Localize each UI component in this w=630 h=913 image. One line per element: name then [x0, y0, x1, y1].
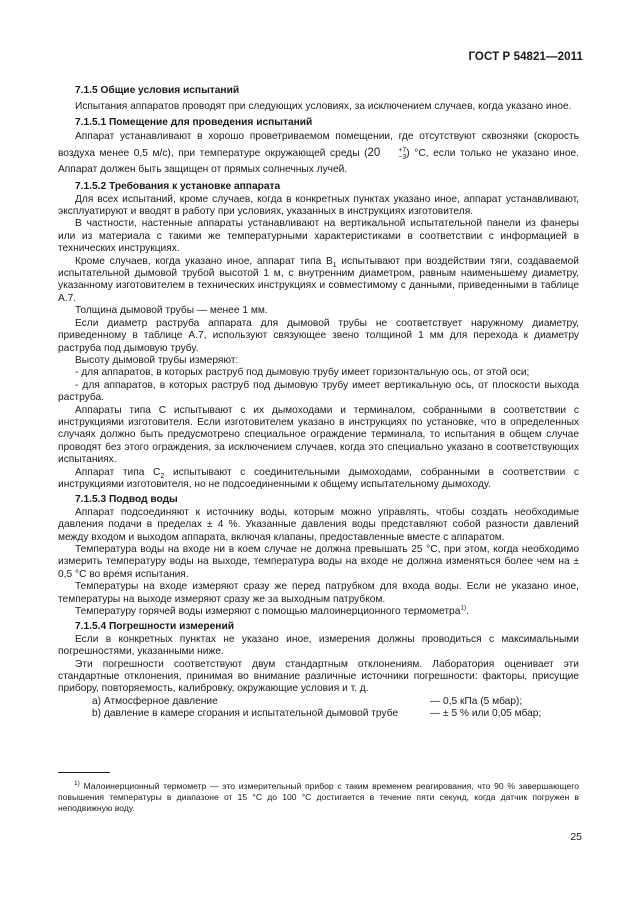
paragraph: Температуру горячей воды измеряют с помощью малоинерционного термометра$^{1)}$.: [75, 604, 469, 618]
paragraph: Температура воды на входе ни в коем случае не должна превышать 25 °С, при этом, когда необходимо измерить температуру воды на выходе, температура воды на входе не должна изменяться более чем на ± 0,5 °С во время испытания.: [58, 544, 579, 580]
footnote: $^{1)}$ Малоинерционный термометр — это измерительный прибор с таким временем реагирования, что 90 % завершающего повышения температуры в диапазоне от 15 °С до 100 °С достигается в течение пяти секунд, когда датчик погружен в неподвижную воду.: [58, 780, 579, 814]
page-number: 25: [570, 831, 582, 843]
page-body: [58, 82, 579, 721]
section-heading-7-1-5-4: 7.1.5.4 Погрешности измерений: [75, 621, 234, 633]
footnote-marker: 1): [74, 780, 80, 788]
list-item: - для аппаратов, в которых раструб под дымовую трубу имеет горизонтальную ось, от этой оси;: [75, 367, 530, 379]
section-heading-7-1-5-2: 7.1.5.2 Требования к установке аппарата: [75, 181, 281, 193]
standard-header: ГОСТ Р 54821—2011: [468, 51, 583, 63]
paragraph: Испытания аппаратов проводят при следующих условиях, за исключением случаев, когда указано иное.: [75, 101, 572, 113]
paragraph: Толщина дымовой трубы — менее 1 мм.: [75, 305, 268, 317]
paragraph: Для всех испытаний, кроме случаев, когда в конкретных пунктах указано иное, аппарат устанавливают, эксплуатируют и вводят в работу при условиях, указанных в инструкциях изготовителя.: [58, 193, 579, 218]
paragraph: Аппараты типа С испытывают с их дымоходами и терминалом, собранными в соответствии с инструкциями изготовителя. Если изготовителем указано в инструкциях по установке, что в определенных случаях должно быть предусмотрено специальное ограждение терминала, то испытания в общем случае проводят без этого ограждения, за исключением случаев, когда это специально указано в соответствующих испытаниях.: [58, 404, 579, 466]
footnote-divider: [58, 772, 110, 773]
paragraph: Аппарат подсоединяют к источнику воды, которым можно управлять, чтобы создать необходимые давления подачи в пределах ± 4 %. Указанные давления воды представляют собой разности давлений между входом и выходом аппарата, включая клапаны, предоставленные вместе с аппаратом.: [58, 506, 579, 543]
tolerance-row: b) давление в камере сгорания и испытательной дымовой трубе — ± 5 % или 0,05 мбар;: [92, 708, 542, 720]
paragraph: Высоту дымовой трубы измеряют:: [75, 354, 239, 366]
paragraph: Температуры на входе измеряют сразу же перед патрубком для входа воды. Если не указано иное, температуры на выходе измеряют сразу же за выходным патрубком.: [58, 581, 579, 605]
paragraph: Эти погрешности соответствуют двум стандартным отклонениям. Лаборатория оценивает эти стандартные отклонения, принимая во внимание различные источники погрешности: факторы, присущие прибору, повторяемость, калибровку, окружающие условия и т. д.: [58, 658, 579, 695]
paragraph: Если в конкретных пунктах не указано иное, измерения должны проводиться с максимальными погрешностями, указанными ниже.: [58, 633, 579, 658]
footnote-reference: 1): [460, 604, 467, 612]
temperature-tolerance: +7 −3: [398, 146, 407, 161]
paragraph: Аппарат типа $С_2$ испытывают с соединительными дымоходами, собранными в соответствии с инструкциями изготовителя, но не подсоединенными к общему испытательному дымоходу.: [58, 466, 580, 490]
list-item: - для аппаратов, в которых раструб под дымовую трубу имеет вертикальную ось, от плоскости выхода раструба.: [58, 379, 579, 404]
section-heading-7-1-5: 7.1.5 Общие условия испытаний: [75, 85, 240, 96]
paragraph: Кроме случаев, когда указано иное, аппарат типа $В_1$ испытывают при воздействии тяги, создаваемой испытательной дымовой трубой высотой 1 м, с внутренним диаметром, равным наименьшему диаметру, указанному изготовителем в технических инструкциях и совместимому с данными, приведенными в таблице А.7.: [58, 255, 580, 304]
section-heading-7-1-5-1: 7.1.5.1 Помещение для проведения испытаний: [75, 116, 313, 128]
paragraph: Аппарат устанавливают в хорошо проветриваемом помещении, где отсутствуют сквозняки (скорость воздуха менее 0,5 м/с), при температуре окружающей среды (20 +7 −3 ) °С, если только не указано иное. Аппарат должен быть защищен от прямых солнечных лучей.: [58, 131, 579, 176]
section-heading-7-1-5-3: 7.1.5.3 Подвод воды: [75, 494, 178, 506]
paragraph: Если диаметр раструба аппарата для дымовой трубы не соответствует наружному диаметру, приведенному в таблице А.7, используют связующее звено толщиной 1 мм для перехода к диаметру раструба под дымовую трубу.: [58, 317, 579, 354]
tolerance-row: а) Атмосферное давление — 0,5 кПа (5 мбар);: [92, 695, 523, 707]
paragraph: В частности, настенные аппараты устанавливают на вертикальной испытательной панели из фанеры или из материала с такими же температурными характеристиками в соответствии с информацией в технических инструкциях.: [58, 218, 579, 255]
